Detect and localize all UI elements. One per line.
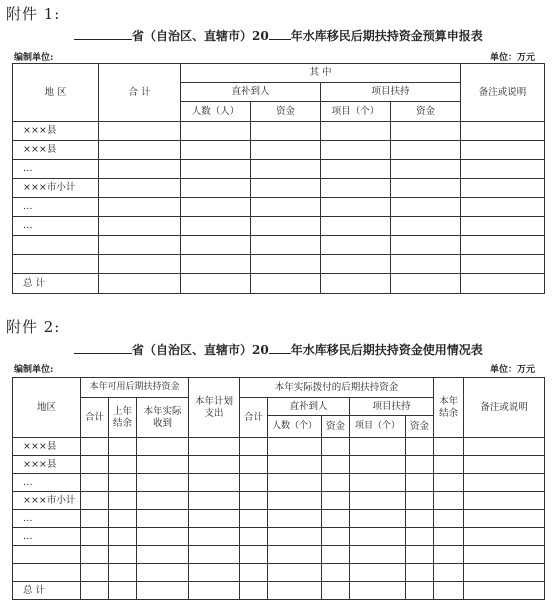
empty-cell [406, 546, 434, 564]
empty-cell [406, 564, 434, 582]
table-2-title [74, 341, 483, 358]
header-received: 本年实际收到 [137, 398, 189, 438]
empty-cell [322, 564, 350, 582]
empty-cell [464, 546, 545, 564]
empty-cell [434, 582, 464, 600]
empty-cell [461, 255, 545, 274]
empty-cell [268, 510, 322, 528]
empty-cell [434, 492, 464, 510]
empty-cell [321, 274, 391, 294]
empty-cell [81, 456, 109, 474]
table-row [13, 474, 545, 492]
empty-cell [321, 122, 391, 141]
table-row [13, 217, 545, 236]
empty-cell [406, 492, 434, 510]
empty-cell [109, 456, 137, 474]
header-fund-2: 资金 [391, 102, 461, 122]
empty-cell [240, 474, 268, 492]
empty-cell [189, 492, 240, 510]
table-row [13, 255, 545, 274]
header-among: 其 中 [181, 64, 461, 83]
empty-cell [109, 546, 137, 564]
empty-cell [251, 198, 321, 217]
empty-cell [434, 564, 464, 582]
empty-cell [322, 510, 350, 528]
empty-cell [189, 528, 240, 546]
empty-cell [99, 236, 181, 255]
empty-cell [137, 546, 189, 564]
table-row [13, 179, 545, 198]
empty-cell [81, 564, 109, 582]
row-label: 总 计 [13, 582, 81, 600]
empty-cell [350, 456, 406, 474]
attachment-2-label: 附件 2: [6, 318, 61, 336]
empty-cell [406, 474, 434, 492]
empty-cell [181, 141, 251, 160]
empty-cell [464, 582, 545, 600]
row-label: … [13, 198, 99, 217]
year-blank [269, 343, 291, 354]
title-2-prefix: 省（自治区、直辖市）20 [132, 343, 269, 357]
empty-cell [322, 546, 350, 564]
empty-cell [137, 528, 189, 546]
empty-cell [268, 564, 322, 582]
empty-cell [268, 528, 322, 546]
empty-cell [251, 122, 321, 141]
row-label [13, 236, 99, 255]
empty-cell [434, 546, 464, 564]
row-label: ×××县 [13, 438, 81, 456]
empty-cell [322, 492, 350, 510]
empty-cell [406, 456, 434, 474]
province-blank [74, 29, 132, 40]
empty-cell [434, 528, 464, 546]
header-last-year: 上年结余 [109, 398, 137, 438]
row-label [13, 564, 81, 582]
title-1-suffix: 年水库移民后期扶持资金预算申报表 [290, 29, 483, 43]
empty-cell [464, 438, 545, 456]
empty-cell [251, 179, 321, 198]
empty-cell [81, 510, 109, 528]
empty-cell [137, 456, 189, 474]
empty-cell [434, 510, 464, 528]
empty-cell [391, 122, 461, 141]
table-row [13, 160, 545, 179]
empty-cell [322, 528, 350, 546]
row-label: ×××县 [13, 456, 81, 474]
header-balance: 本年结余 [434, 378, 464, 438]
empty-cell [350, 564, 406, 582]
empty-cell [391, 217, 461, 236]
title-2-suffix: 年水库移民后期扶持资金使用情况表 [290, 343, 483, 357]
header-project: 项目扶持 [321, 83, 461, 102]
table-row [13, 236, 545, 255]
empty-cell [406, 510, 434, 528]
empty-cell [321, 198, 391, 217]
empty-cell [322, 456, 350, 474]
empty-cell [461, 236, 545, 255]
empty-cell [99, 274, 181, 294]
empty-cell [464, 510, 545, 528]
empty-cell [464, 474, 545, 492]
empty-cell [189, 564, 240, 582]
empty-cell [240, 528, 268, 546]
empty-cell [137, 582, 189, 600]
empty-cell [322, 474, 350, 492]
empty-cell [137, 438, 189, 456]
empty-cell [321, 236, 391, 255]
unit-left-1: 编制单位: [14, 53, 54, 63]
empty-cell [464, 528, 545, 546]
province-blank [74, 343, 132, 354]
empty-cell [109, 492, 137, 510]
empty-cell [350, 438, 406, 456]
empty-cell [99, 122, 181, 141]
unit-right-2: 单位：万元 [490, 365, 536, 375]
row-label [13, 546, 81, 564]
empty-cell [109, 510, 137, 528]
empty-cell [268, 582, 322, 600]
empty-cell [268, 474, 322, 492]
empty-cell [109, 474, 137, 492]
header-available: 本年可用后期扶持资金 [81, 378, 189, 398]
empty-cell [461, 160, 545, 179]
table-row [13, 564, 545, 582]
row-label: … [13, 160, 99, 179]
empty-cell [406, 582, 434, 600]
empty-cell [181, 274, 251, 294]
empty-cell [137, 474, 189, 492]
empty-cell [268, 456, 322, 474]
row-label: … [13, 528, 81, 546]
empty-cell [464, 456, 545, 474]
empty-cell [461, 179, 545, 198]
empty-cell [81, 438, 109, 456]
empty-cell [99, 179, 181, 198]
empty-cell [189, 456, 240, 474]
table-row [13, 274, 545, 294]
empty-cell [189, 438, 240, 456]
table-row [13, 438, 545, 456]
empty-cell [391, 274, 461, 294]
empty-cell [322, 582, 350, 600]
header-fund-1: 资金 [251, 102, 321, 122]
budget-table [12, 63, 545, 294]
empty-cell [321, 217, 391, 236]
header-project-count: 项目（个） [321, 102, 391, 122]
empty-cell [240, 438, 268, 456]
empty-cell [240, 582, 268, 600]
empty-cell [109, 564, 137, 582]
header-fund-1: 资金 [322, 416, 350, 438]
empty-cell [81, 546, 109, 564]
empty-cell [81, 528, 109, 546]
empty-cell [391, 141, 461, 160]
empty-cell [189, 582, 240, 600]
header-remarks: 备注或说明 [461, 64, 545, 122]
empty-cell [137, 564, 189, 582]
empty-cell [321, 160, 391, 179]
header-project: 项目扶持 [350, 398, 434, 416]
empty-cell [350, 474, 406, 492]
empty-cell [109, 582, 137, 600]
row-label: … [13, 217, 99, 236]
empty-cell [350, 492, 406, 510]
empty-cell [189, 510, 240, 528]
empty-cell [240, 510, 268, 528]
empty-cell [464, 492, 545, 510]
empty-cell [251, 255, 321, 274]
header-direct: 直补到人 [268, 398, 350, 416]
empty-cell [391, 179, 461, 198]
row-label: … [13, 474, 81, 492]
empty-cell [350, 582, 406, 600]
empty-cell [99, 217, 181, 236]
row-label: ×××县 [13, 141, 99, 160]
row-label: … [13, 510, 81, 528]
empty-cell [322, 438, 350, 456]
empty-cell [251, 160, 321, 179]
table-row [13, 510, 545, 528]
row-label [13, 255, 99, 274]
header-fund-2: 资金 [406, 416, 434, 438]
row-label: ×××市小计 [13, 179, 99, 198]
table-row [13, 141, 545, 160]
table-row [13, 582, 545, 600]
empty-cell [321, 141, 391, 160]
table-1-title [74, 27, 483, 44]
empty-cell [99, 160, 181, 179]
empty-cell [434, 438, 464, 456]
table-row [13, 198, 545, 217]
empty-cell [350, 510, 406, 528]
header-project-count: 项目（个） [350, 416, 406, 438]
empty-cell [81, 474, 109, 492]
empty-cell [391, 198, 461, 217]
empty-cell [240, 492, 268, 510]
empty-cell [240, 564, 268, 582]
empty-cell [321, 179, 391, 198]
header-total-2: 合计 [240, 398, 268, 438]
empty-cell [181, 160, 251, 179]
table-row [13, 492, 545, 510]
empty-cell [406, 438, 434, 456]
year-blank [269, 29, 291, 40]
header-people: 人数（个） [268, 416, 322, 438]
empty-cell [137, 492, 189, 510]
header-planned: 本年计划支出 [189, 378, 240, 438]
empty-cell [99, 141, 181, 160]
attachment-1-label: 附件 1: [6, 5, 61, 23]
empty-cell [81, 582, 109, 600]
empty-cell [181, 122, 251, 141]
header-remarks: 备注或说明 [464, 378, 545, 438]
empty-cell [251, 217, 321, 236]
header-people: 人数（人） [181, 102, 251, 122]
header-direct: 直补到人 [181, 83, 321, 102]
empty-cell [240, 456, 268, 474]
empty-cell [321, 255, 391, 274]
header-total: 合计 [81, 398, 109, 438]
empty-cell [268, 492, 322, 510]
row-label: ×××市小计 [13, 492, 81, 510]
empty-cell [461, 141, 545, 160]
empty-cell [350, 546, 406, 564]
row-label: ×××县 [13, 122, 99, 141]
empty-cell [461, 217, 545, 236]
empty-cell [181, 217, 251, 236]
empty-cell [181, 198, 251, 217]
title-1-prefix: 省（自治区、直辖市）20 [132, 29, 269, 43]
empty-cell [464, 564, 545, 582]
empty-cell [99, 255, 181, 274]
empty-cell [137, 510, 189, 528]
empty-cell [181, 255, 251, 274]
row-label: 总 计 [13, 274, 99, 294]
usage-table [12, 377, 545, 600]
empty-cell [350, 528, 406, 546]
empty-cell [391, 160, 461, 179]
empty-cell [240, 546, 268, 564]
empty-cell [391, 236, 461, 255]
empty-cell [461, 198, 545, 217]
table-row [13, 456, 545, 474]
empty-cell [268, 546, 322, 564]
empty-cell [461, 122, 545, 141]
empty-cell [109, 528, 137, 546]
empty-cell [251, 274, 321, 294]
empty-cell [181, 236, 251, 255]
empty-cell [109, 438, 137, 456]
table-row [13, 122, 545, 141]
header-region: 地 区 [13, 64, 99, 122]
header-total: 合 计 [99, 64, 181, 122]
header-region: 地区 [13, 378, 81, 438]
empty-cell [461, 274, 545, 294]
empty-cell [189, 474, 240, 492]
unit-left-2: 编制单位: [14, 365, 54, 375]
empty-cell [251, 141, 321, 160]
empty-cell [391, 255, 461, 274]
empty-cell [251, 236, 321, 255]
empty-cell [189, 546, 240, 564]
empty-cell [181, 179, 251, 198]
table-row [13, 546, 545, 564]
empty-cell [99, 198, 181, 217]
empty-cell [81, 492, 109, 510]
table-row [13, 528, 545, 546]
unit-right-1: 单位：万元 [490, 53, 536, 63]
empty-cell [268, 438, 322, 456]
empty-cell [434, 456, 464, 474]
empty-cell [434, 474, 464, 492]
header-allocated: 本年实际拨付的后期扶持资金 [240, 378, 434, 398]
empty-cell [406, 528, 434, 546]
